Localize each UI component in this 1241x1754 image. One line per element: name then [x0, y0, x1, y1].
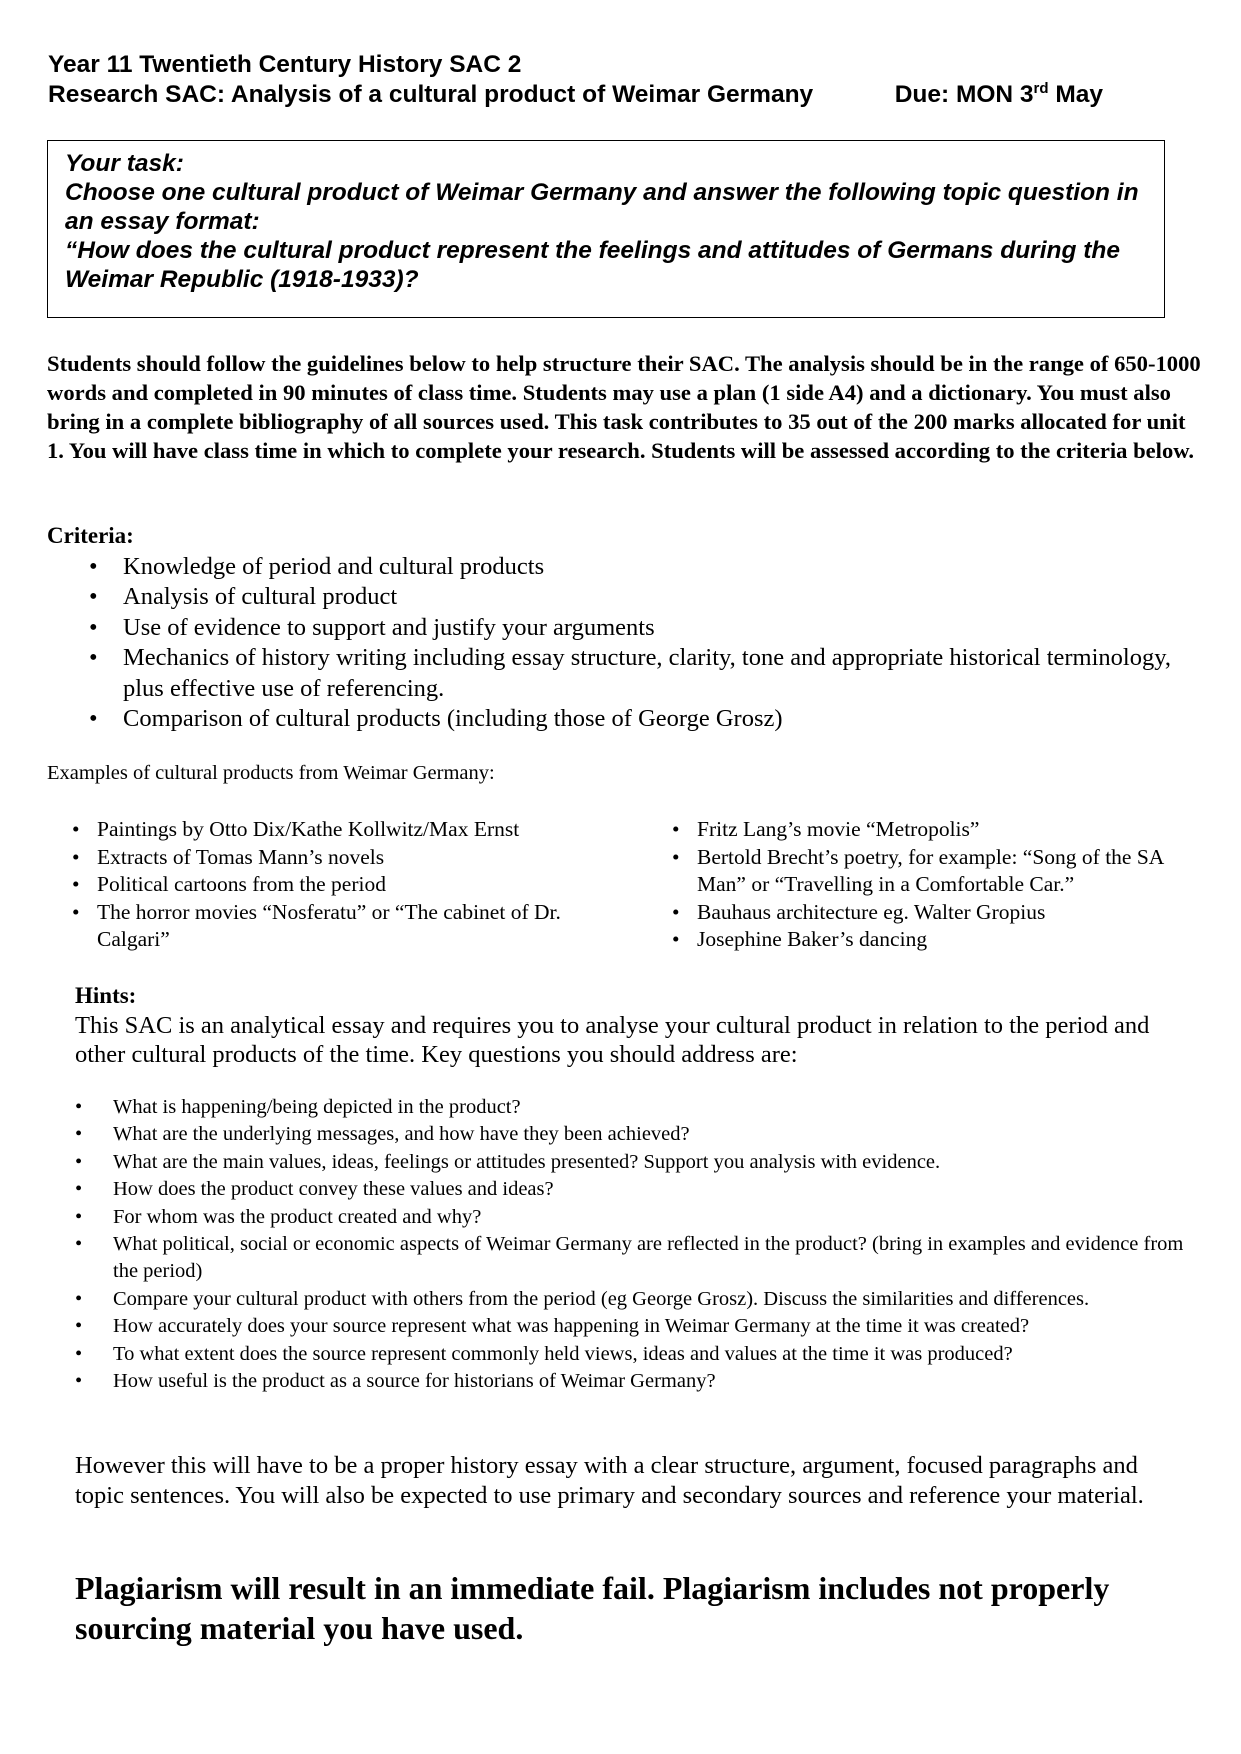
due-date: Due: MON 3rd May [894, 79, 1103, 108]
hints-section [75, 981, 1185, 1070]
question-item: • What is happening/being depicted in the product? [75, 1094, 1185, 1121]
criteria-title: Criteria: [47, 523, 134, 548]
criteria-list [47, 552, 1197, 735]
sac-title: Research SAC: Analysis of a cultural product of Weimar Germany [48, 81, 814, 108]
question-item: • What political, social or economic aspects of Weimar Germany are reflected in the product? (bring in examples and evidence from the period) [75, 1231, 1185, 1286]
question-item: • To what extent does the source represent commonly held views, ideas and values at the time it was produced? [75, 1341, 1185, 1368]
examples-title: Examples of cultural products from Weimar Germany: [47, 762, 495, 784]
question-item: • What are the underlying messages, and how have they been achieved? [75, 1121, 1185, 1148]
example-item: • Bertold Brecht’s poetry, for example: “Song of the SA Man” or “Travelling in a Comfortable Car.” [660, 844, 1200, 899]
intro-paragraph: Students should follow the guidelines below to help structure their SAC. The analysis should be in the range of 650-1000 words and completed in 90 minutes of class time. Students may use a plan (1 side A4) and a dictionary. You must also bring in a complete bibliography of all sources used. This task contributes to 35 out of the 200 marks allocated for unit 1. You will have class time in which to complete your research. Students will be assessed according to the criteria below. [47, 351, 1201, 463]
task-box [47, 140, 1165, 318]
question-item: • How accurately does your source represent what was happening in Weimar Germany at the time it was created? [75, 1313, 1185, 1340]
question-item: • Compare your cultural product with others from the period (eg George Grosz). Discuss the similarities and differences. [75, 1286, 1185, 1313]
criteria-item: • Mechanics of history writing including essay structure, clarity, tone and appropriate historical terminology, plus effective use of referencing. [47, 643, 1197, 704]
task-label: Your task: [65, 150, 184, 177]
hints-title: Hints: [75, 983, 137, 1008]
examples-right-column [660, 816, 1200, 954]
criteria-item: • Use of evidence to support and justify your arguments [47, 613, 1197, 644]
question-item: • For whom was the product created and why? [75, 1204, 1185, 1231]
example-item: • Josephine Baker’s dancing [660, 926, 1200, 954]
course-title: Year 11 Twentieth Century History SAC 2 [48, 51, 522, 78]
example-item: • Fritz Lang’s movie “Metropolis” [660, 816, 1200, 844]
criteria-section [47, 521, 1197, 735]
closing-paragraph: However this will have to be a proper history essay with a clear structure, argument, focused paragraphs and topic sentences. You will also be expected to use primary and secondary sources and reference your material. [75, 1452, 1144, 1509]
example-item: • Extracts of Tomas Mann’s novels [60, 844, 580, 872]
question-item: • What are the main values, ideas, feelings or attitudes presented? Support you analysis with evidence. [75, 1149, 1185, 1176]
example-item: • The horror movies “Nosferatu” or “The cabinet of Dr. Calgari” [60, 899, 580, 954]
key-questions [75, 1094, 1185, 1395]
task-question: “How does the cultural product represent the feelings and attitudes of Germans during the Weimar Republic (1918-1933)? [65, 237, 1120, 293]
plagiarism-warning: Plagiarism will result in an immediate fail. Plagiarism includes not properly sourcing material you have used. [75, 1570, 1110, 1646]
example-item: • Political cartoons from the period [60, 871, 580, 899]
header-row [48, 80, 1103, 110]
document-header [48, 50, 1198, 110]
example-item: • Paintings by Otto Dix/Kathe Kollwitz/Max Ernst [60, 816, 580, 844]
task-instruction: Choose one cultural product of Weimar Germany and answer the following topic question in an essay format: [65, 179, 1139, 235]
hints-body: This SAC is an analytical essay and requires you to analyse your cultural product in relation to the period and other cultural products of the time. Key questions you should address are: [75, 1011, 1150, 1068]
question-item: • How useful is the product as a source for historians of Weimar Germany? [75, 1368, 1185, 1395]
criteria-item: • Comparison of cultural products (including those of George Grosz) [47, 704, 1197, 735]
criteria-item: • Knowledge of period and cultural products [47, 552, 1197, 583]
examples-left-column [60, 816, 580, 954]
criteria-item: • Analysis of cultural product [47, 582, 1197, 613]
example-item: • Bauhaus architecture eg. Walter Gropius [660, 899, 1200, 927]
question-item: • How does the product convey these values and ideas? [75, 1176, 1185, 1203]
